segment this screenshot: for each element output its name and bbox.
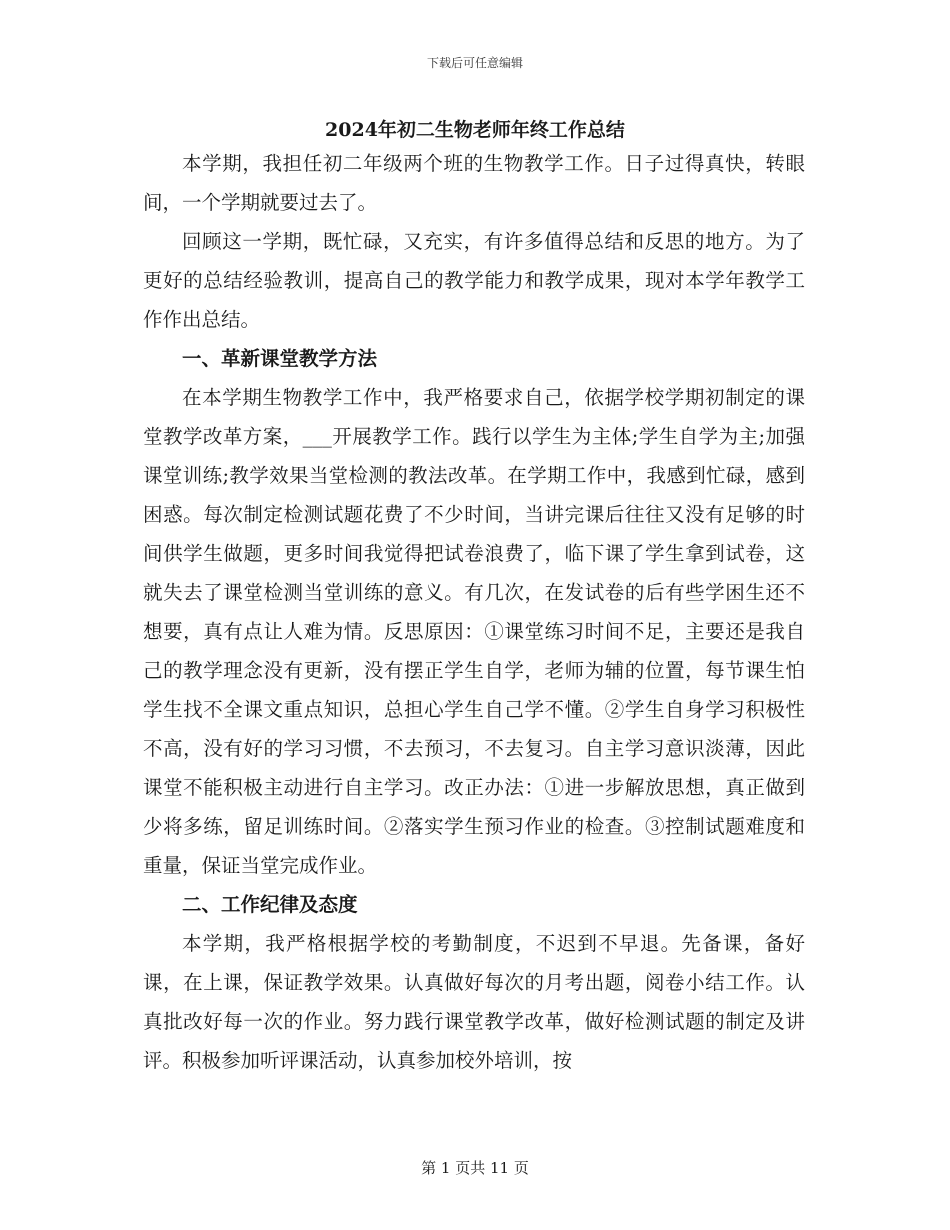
page-footer: 第 1 页共 11 页 xyxy=(421,1159,529,1177)
section-1-heading: 一、革新课堂教学方法 xyxy=(182,347,378,370)
intro-paragraph-1: 本学期，我担任初二年级两个班的生物教学工作。日子过得真快，转眼间，一个学期就要过去了。 xyxy=(143,152,805,214)
header-note: 下载后可任意编辑 xyxy=(426,56,523,70)
section-2-body: 本学期，我严格根据学校的考勤制度，不迟到不早退。先备课，备好课，在上课，保证教学效果。认真做好每次的月考出题，阅卷小结工作。认真批改好每一次的作业。努力践行课堂教学改革，做好检测试题的制定及讲评。积极参加听评课活动，认真参加校外培训，按 xyxy=(143,932,805,1072)
document-body xyxy=(143,144,805,1080)
section-1-body: 在本学期生物教学工作中，我严格要求自己，依据学校学期初制定的课堂教学改革方案，___开展教学工作。践行以学生为主体;学生自学为主;加强课堂训练;教学效果当堂检测的教法改革。在学期工作中，我感到忙碌，感到困惑。每次制定检测试题花费了不少时间，当讲完课后往往又没有足够的时间供学生做题，更多时间我觉得把试卷浪费了，临下课了学生拿到试卷，这就失去了课堂检测当堂训练的意义。有几次，在发试卷的后有些学困生还不想要，真有点让人难为情。反思原因：①课堂练习时间不足，主要还是我自己的教学理念没有更新，没有摆正学生自学，老师为辅的位置，每节课生怕学生找不全课文重点知识，总担心学生自己学不懂。②学生自身学习积极性不高，没有好的学习习惯，不去预习，不去复习。自主学习意识淡薄，因此课堂不能积极主动进行自主学习。改正办法：①进一步解放思想，真正做到少将多练，留足训练时间。②落实学生预习作业的检查。③控制试题难度和重量，保证当堂完成作业。 xyxy=(143,386,805,877)
section-2-heading: 二、工作纪律及态度 xyxy=(182,893,358,916)
document-title: 2024年初二生物老师年终工作总结 xyxy=(325,119,625,141)
intro-paragraph-2: 回顾这一学期，既忙碌，又充实，有许多值得总结和反思的地方。为了更好的总结经验教训，提高自己的教学能力和教学成果，现对本学年教学工作作出总结。 xyxy=(143,230,805,331)
